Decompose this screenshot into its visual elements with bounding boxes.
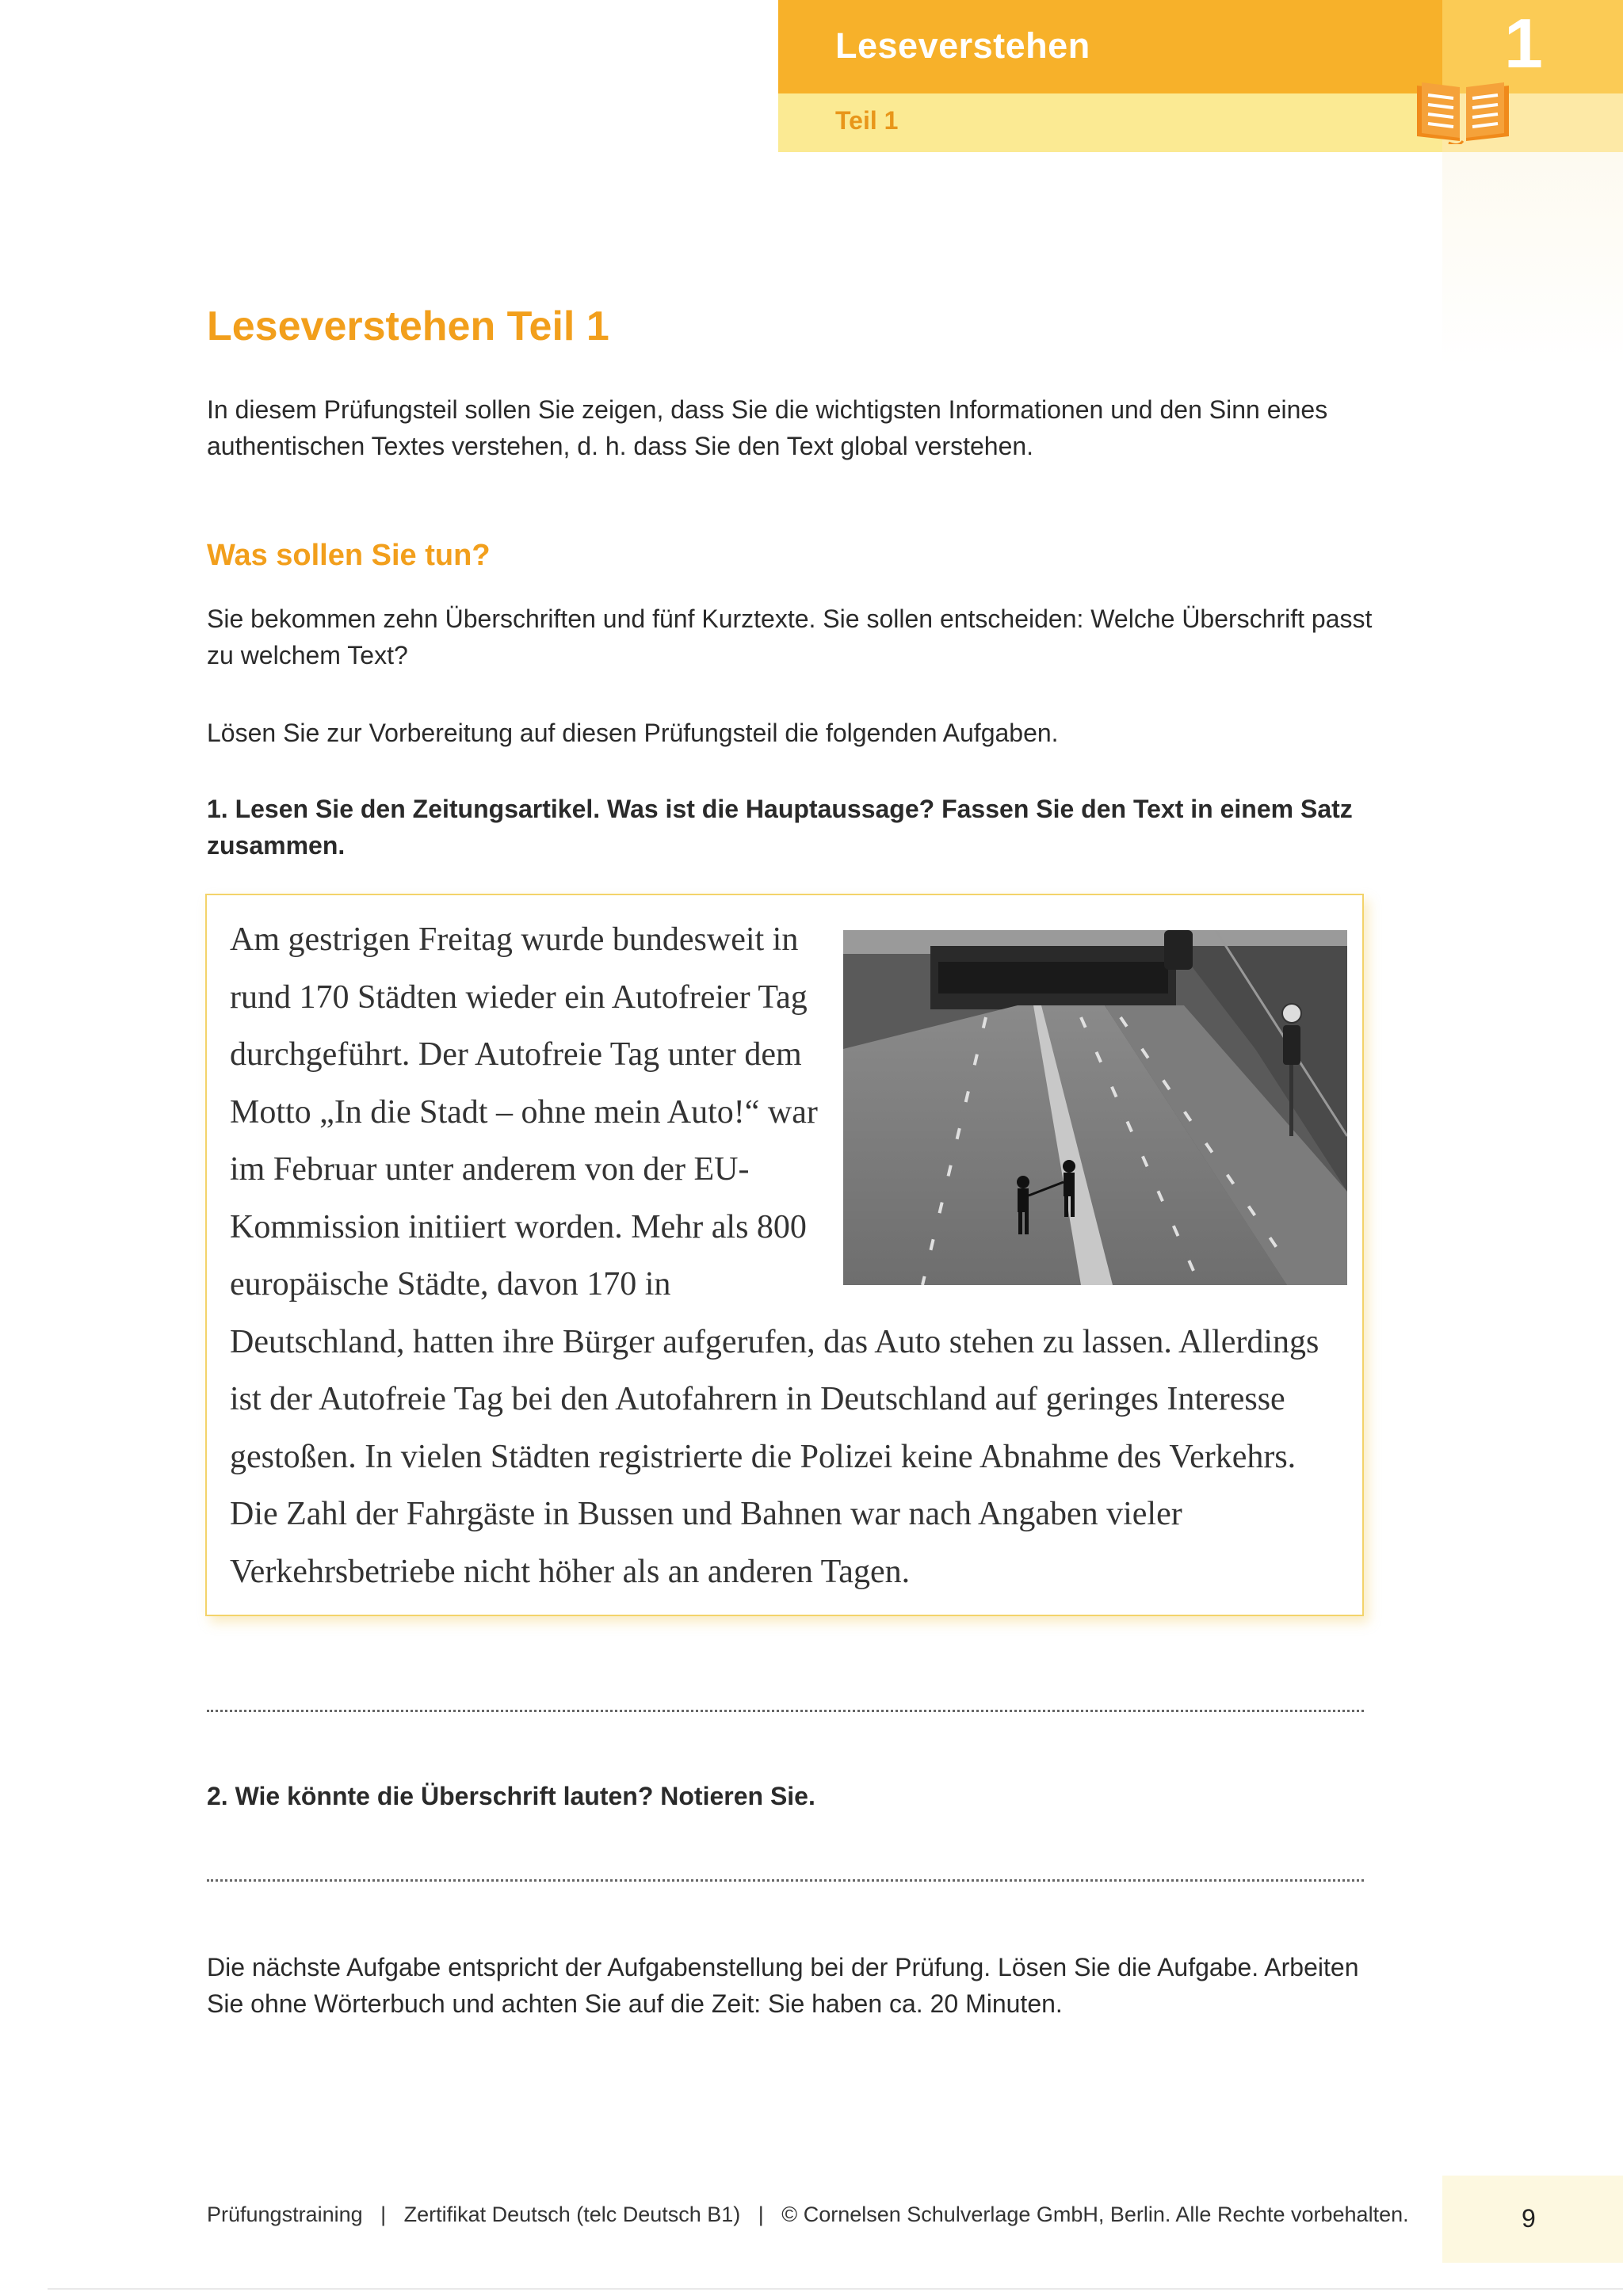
- answer-line-2[interactable]: [207, 1879, 1364, 1882]
- article-photo: [843, 930, 1347, 1285]
- preparation-text: Lösen Sie zur Vorbereitung auf diesen Prüfungsteil die folgenden Aufgaben.: [207, 719, 1059, 747]
- intro-text: In diesem Prüfungsteil sollen Sie zeigen, dass Sie die wichtigsten Informationen und den Sinn eines authentischen Textes verstehen, d. h. dass Sie den Text global verstehen.: [207, 395, 1328, 460]
- article-text: Am gestrigen Freitag wurde bundesweit in rund 170 Städten wieder ein Autofreier Tag durchgeführt. Der Autofreie Tag unter dem Motto „In die Stadt – ohne mein Auto!“ war im Februar unter anderem von der EU-Kommission initiiert worden. Mehr als 800 europäische Städte, davon 170 in Deutschland, hatten ihre Bürger aufgerufen, das Auto stehen zu lassen. Allerdings ist der Autofreie Tag bei den Autofahrern in Deutschland auf geringes Interesse gestoßen. In vielen Städten registrierte die Polizei keine Abnahme des Verkehrs. Die Zahl der Fahrgäste in Bussen und Bahnen war nach Angaben vieler Verkehrsbetriebe nicht höher als an anderen Tagen.: [230, 921, 1319, 1590]
- page-title: Leseverstehen Teil 1: [207, 303, 609, 349]
- footer-text: Prüfungstraining | Zertifikat Deutsch (telc Deutsch B1) | © Cornelsen Schulverlage GmbH, Berlin. Alle Rechte vorbehalten.: [207, 2203, 1409, 2226]
- answer-line-1[interactable]: [207, 1710, 1364, 1712]
- closing-text: Die nächste Aufgabe entspricht der Aufgabenstellung bei der Prüfung. Lösen Sie die Aufgabe. Arbeiten Sie ohne Wörterbuch und achten Sie auf die Zeit: Sie haben ca. 20 Minuten.: [207, 1953, 1359, 2018]
- margin-strip: [1442, 152, 1623, 366]
- page-number: 9: [1522, 2204, 1536, 2233]
- section-number: 1: [1504, 4, 1543, 82]
- section-title: Leseverstehen: [835, 25, 1090, 66]
- subheading: Was sollen Sie tun?: [207, 539, 491, 572]
- bottom-rule: [48, 2288, 1623, 2290]
- book-icon: [1411, 74, 1515, 144]
- instructions-text: Sie bekommen zehn Überschriften und fünf Kurztexte. Sie sollen entscheiden: Welche Überschrift passt zu welchem Text?: [207, 605, 1373, 669]
- task-1: 1. Lesen Sie den Zeitungsartikel. Was ist die Hauptaussage? Fassen Sie den Text in einem Satz zusammen.: [207, 795, 1353, 860]
- task-2: 2. Wie könnte die Überschrift lauten? Notieren Sie.: [207, 1782, 815, 1810]
- section-part: Teil 1: [835, 106, 899, 135]
- newspaper-article: [230, 911, 1347, 1600]
